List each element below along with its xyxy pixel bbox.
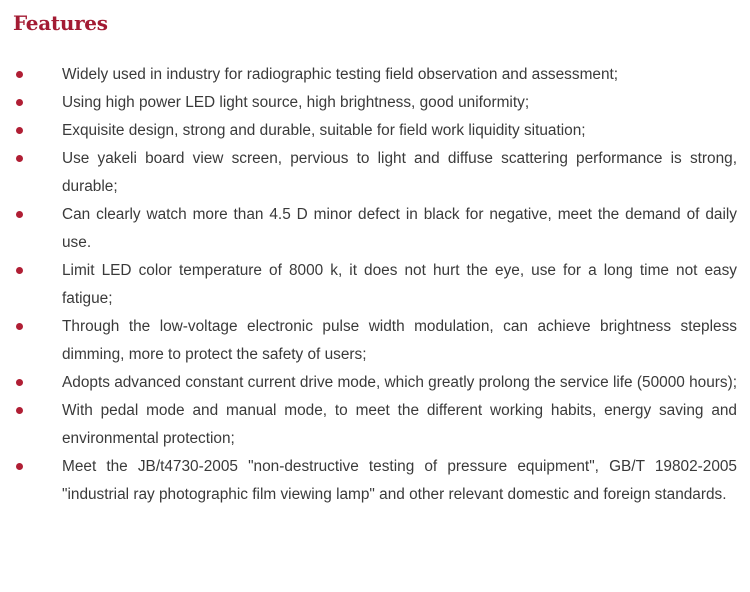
bullet-icon	[16, 211, 23, 218]
list-item	[0, 89, 750, 117]
list-item-text: Widely used in industry for radiographic testing field observation and assessment;	[62, 66, 619, 83]
list-item	[0, 257, 750, 313]
bullet-icon	[16, 71, 23, 78]
list-item	[0, 369, 750, 397]
bullet-icon	[16, 379, 23, 386]
list-item-text: Exquisite design, strong and durable, suitable for field work liquidity situation;	[62, 122, 586, 139]
feature-list	[0, 61, 750, 509]
list-item	[0, 453, 750, 509]
list-item-text: Can clearly watch more than 4.5 D minor defect in black for negative, meet the demand of daily use.	[62, 206, 737, 251]
bullet-icon	[16, 323, 23, 330]
bullet-icon	[16, 407, 23, 414]
bullet-icon	[16, 463, 23, 470]
list-item	[0, 61, 750, 89]
bullet-icon	[16, 99, 23, 106]
list-item-text: Using high power LED light source, high brightness, good uniformity;	[62, 94, 530, 111]
list-item	[0, 313, 750, 369]
list-item-text: Adopts advanced constant current drive mode, which greatly prolong the service life (50000 hours);	[62, 374, 737, 391]
bullet-icon	[16, 267, 23, 274]
list-item	[0, 201, 750, 257]
bullet-icon	[16, 127, 23, 134]
list-item-text: Use yakeli board view screen, pervious to light and diffuse scattering performance is strong, durable;	[62, 150, 737, 195]
list-item-text: With pedal mode and manual mode, to meet the different working habits, energy saving and environmental protection;	[62, 402, 737, 447]
list-item	[0, 145, 750, 201]
list-item	[0, 397, 750, 453]
section-title: Features	[13, 11, 108, 35]
bullet-icon	[16, 155, 23, 162]
list-item-text: Meet the JB/t4730-2005 "non-destructive testing of pressure equipment", GB/T 19802-2005 "industrial ray photographic film viewing lamp" and other relevant domestic and foreign standards.	[62, 458, 737, 503]
list-item-text: Through the low-voltage electronic pulse width modulation, can achieve brightness stepless dimming, more to protect the safety of users;	[62, 318, 737, 363]
list-item-text: Limit LED color temperature of 8000 k, it does not hurt the eye, use for a long time not easy fatigue;	[62, 262, 737, 307]
list-item	[0, 117, 750, 145]
